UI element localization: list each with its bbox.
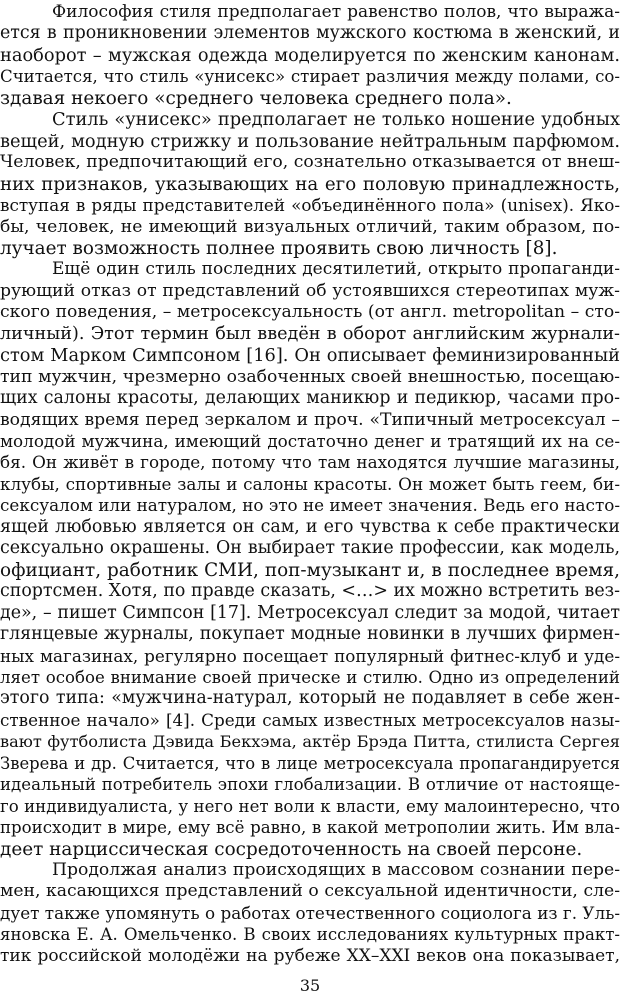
- paragraph-3-line-20: ляет особое внимание своей прическе и стилю. Одно из определений: [0, 667, 620, 687]
- paragraph-3-line-1: Ещё один стиль последних десятилетий, открыто пропаганди-: [52, 259, 620, 280]
- paragraph-3-line-26: го индивидуалиста, у него нет воли к власти, ему малоинтересно, что: [0, 796, 620, 816]
- paragraph-3-line-3: ского поведения, – метросексуальность (от англ. metropolitan – сто-: [0, 302, 620, 323]
- paragraph-3-line-7: щих салоны красоты, делающих маникюр и педикюр, часами про-: [0, 388, 620, 409]
- paragraph-3-line-16: спортсмен. Хотя, по правде сказать, <…> их можно встретить вез-: [0, 581, 620, 602]
- paragraph-3-line-10: бя. Он живёт в городе, потому что там находятся лучшие магазины,: [0, 452, 620, 473]
- paragraph-3-line-28: деет нарциссическая сосредоточенность на своей персоне.: [0, 838, 583, 860]
- paragraph-2-line-6: бы, человек, не имеющий визуальных отличий, таким образом, по-: [0, 216, 620, 237]
- paragraph-3-line-27: происходит в мире, ему всё равно, в какой метрополии жить. Им вла-: [0, 818, 620, 838]
- paragraph-3-line-18: глянцевые журналы, покупает модные новинки в лучших фирмен-: [0, 624, 620, 644]
- paragraph-1-line-2: ется в проникновении элементов мужского костюма в женский, и: [0, 23, 620, 44]
- paragraph-3-line-8: водящих время перед зеркалом и проч. «Типичный метросексуал –: [0, 409, 620, 430]
- paragraph-3-line-2: рующий отказ от представлений об устоявшихся стереотипах муж-: [0, 280, 620, 301]
- paragraph-3-line-17: де», – пишет Симпсон [17]. Метросексуал следит за модой, читает: [0, 602, 620, 623]
- paragraph-1-line-1: Философия стиля предполагает равенство полов, что выража-: [52, 2, 620, 22]
- paragraph-1-line-5: здавая некоего «среднего человека среднего пола».: [0, 87, 512, 109]
- paragraph-3-line-9: молодой мужчина, имеющий достаточно денег и тратящий их на се-: [0, 431, 620, 451]
- paragraph-3-line-25: идеальный потребитель эпохи глобализации. В отличие от настояще-: [0, 775, 620, 795]
- paragraph-3-line-4: личный). Этот термин был введён в оборот английским журнали-: [0, 323, 620, 344]
- paragraph-3-line-15: официант, работник СМИ, поп-музыкант и, в последнее время,: [0, 559, 620, 581]
- paragraph-4-line-3: дует также упомянуть о работах отечественного социолога из г. Уль-: [0, 902, 620, 923]
- paragraph-3-line-22: ственное начало» [4]. Среди самых известных метросексуалов назы-: [0, 709, 620, 730]
- paragraph-2-line-4: них признаков, указывающих на его половую принадлежность,: [0, 173, 620, 195]
- paragraph-4-line-5: тик российской молодёжи на рубеже XX–XXI веков она показывает,: [0, 945, 620, 966]
- page-number: 35: [299, 976, 321, 995]
- paragraph-2-line-2: вещей, модную стрижку и пользование нейтральным парфюмом.: [0, 130, 620, 152]
- paragraph-1-line-4: Считается, что стиль «унисекс» стирает различия между полами, со-: [0, 67, 620, 87]
- paragraph-1-line-3: наоборот – мужская одежда моделируется по женским канонам.: [0, 44, 620, 66]
- paragraph-3-line-19: ных магазинах, регулярно посещает популярный фитнес-клуб и уде-: [0, 645, 620, 666]
- paragraph-3-line-21: этого типа: «мужчина-натурал, который не подавляет в себе жен-: [0, 688, 620, 709]
- paragraph-3-line-13: ящей любовью является он сам, и его чувства к себе практически: [0, 516, 620, 537]
- paragraph-3-line-14: сексуально окрашены. Он выбирает такие профессии, как модель,: [0, 538, 620, 559]
- paragraph-4-line-4: яновска Е. А. Омельченко. В своих исследованиях культурных практ-: [0, 925, 620, 945]
- paragraph-3-line-23: вают футболиста Дэвида Бекхэма, актёр Брэда Питта, стилиста Сергея: [0, 732, 620, 752]
- paragraph-3-line-24: Зверева и др. Считается, что в лице метросексуала пропагандируется: [0, 753, 620, 773]
- paragraph-3-line-11: клубы, спортивные залы и салоны красоты. Он может быть геем, би-: [0, 473, 620, 494]
- paragraph-3-line-5: стом Марком Симпсоном [16]. Он описывает феминизированный: [0, 345, 620, 367]
- paragraph-3-line-12: сексуалом или натуралом, но это не имеет значения. Ведь его насто-: [0, 495, 620, 516]
- paragraph-2-line-1: Стиль «унисекс» предполагает не только ношение удобных: [52, 109, 620, 131]
- paragraph-3-line-6: тип мужчин, чрезмерно озабоченных своей внешностью, посещаю-: [0, 366, 620, 387]
- paragraph-2-line-5: вступая в ряды представителей «объединённого пола» (unisex). Яко-: [0, 195, 620, 215]
- paragraph-2-line-7: лучает возможность полнее проявить свою личность [8].: [0, 237, 558, 259]
- paragraph-4-line-2: мен, касающихся представлений о сексуальной идентичности, сле-: [0, 881, 620, 902]
- paragraph-2-line-3: Человек, предпочитающий его, сознательно отказывается от внеш-: [0, 152, 620, 173]
- paragraph-4-line-1: Продолжая анализ происходящих в массовом сознании пере-: [52, 860, 620, 880]
